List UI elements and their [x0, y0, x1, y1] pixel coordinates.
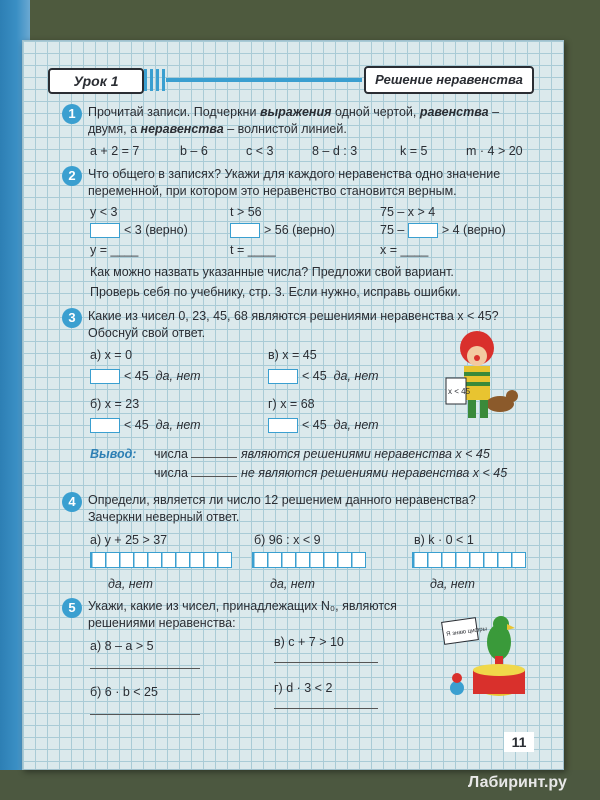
task-number: 5 — [62, 598, 82, 618]
task2-line2: переменной, при котором это неравенство становится верным. — [88, 184, 457, 198]
task1-line2: двумя, а неравенства – волнистой линией. — [88, 122, 347, 136]
expression-item[interactable]: m · 4 > 20 — [466, 144, 523, 158]
expression-item[interactable]: k = 5 — [400, 144, 428, 158]
answer-y[interactable]: y = ____ — [90, 243, 139, 257]
task4-b: б) 96 : x < 9 — [254, 533, 321, 547]
fill-x: 75 – > 4 (верно) — [380, 223, 506, 237]
inequality-x: 75 – x > 4 — [380, 205, 436, 219]
answer-box[interactable] — [408, 223, 438, 238]
case-g-label: г) x = 68 — [268, 397, 315, 411]
task3-line1: Какие из чисел 0, 23, 45, 68 являются решениями неравенства x < 45? — [88, 309, 499, 323]
expression-item[interactable]: b – 6 — [180, 144, 208, 158]
answer-cells[interactable] — [412, 552, 526, 568]
expression-item[interactable]: c < 3 — [246, 144, 274, 158]
answer-line[interactable] — [274, 662, 378, 663]
case-a-label: а) x = 0 — [90, 348, 133, 362]
task4-a: а) y + 25 > 37 — [90, 533, 168, 547]
task5-g: г) d · 3 < 2 — [274, 681, 333, 695]
answer-cells[interactable] — [252, 552, 366, 568]
answer-t[interactable]: t = ____ — [230, 243, 276, 257]
inequality-t: t > 56 — [230, 205, 262, 219]
task-number: 2 — [62, 166, 82, 186]
conclusion-label: Вывод: — [90, 447, 137, 461]
answer-line[interactable] — [90, 668, 200, 669]
answer-box[interactable] — [90, 418, 120, 433]
clown-sign-text: x < 45 — [448, 387, 471, 396]
answer-line[interactable] — [274, 708, 378, 709]
page-number: 11 — [504, 732, 534, 752]
yes-no-choice[interactable]: да, нет — [430, 577, 475, 591]
task-number: 1 — [62, 104, 82, 124]
fill-t: > 56 (верно) — [230, 222, 335, 238]
task4-line2: Зачеркни неверный ответ. — [88, 510, 240, 524]
task5-v: в) c + 7 > 10 — [274, 635, 344, 649]
case-a-fill: < 45 да, нет — [90, 368, 201, 384]
task5-b: б) 6 · b < 25 — [90, 685, 158, 699]
fill-y: < 3 (верно) — [90, 222, 188, 238]
task-number: 4 — [62, 492, 82, 512]
answer-x[interactable]: x = ____ — [380, 243, 429, 257]
yes-no-choice[interactable]: да, нет — [270, 577, 315, 591]
task2-line1: Что общего в записях? Укажи для каждого неравенства одно значение — [88, 167, 501, 181]
case-b-label: б) x = 23 — [90, 397, 140, 411]
task2-check: Проверь себя по учебнику, стр. 3. Если нужно, исправь ошибки. — [90, 285, 461, 299]
answer-cells[interactable] — [90, 552, 232, 568]
answer-line[interactable] — [90, 714, 200, 715]
conclusion-line1: числа являются решениями неравенства x < 45 — [154, 447, 490, 461]
topic-label: Решение неравенства — [364, 66, 534, 94]
answer-box[interactable] — [90, 369, 120, 384]
header-stripes — [144, 69, 166, 91]
task2-question: Как можно назвать указанные числа? Предложи свой вариант. — [90, 265, 454, 279]
lesson-label: Урок 1 — [48, 68, 144, 94]
conclusion-line2: числа не являются решениями неравенства x < 45 — [154, 466, 508, 480]
answer-box[interactable] — [90, 223, 120, 238]
case-v-fill: < 45 да, нет — [268, 368, 379, 384]
yes-no-choice[interactable]: да, нет — [155, 418, 201, 432]
parrot-sign-text: Я знаю цифры — [445, 626, 488, 638]
task5-line1: Укажи, какие из чисел, принадлежащих N₀, являются — [88, 599, 397, 613]
answer-box[interactable] — [268, 369, 298, 384]
header-line — [166, 78, 362, 82]
parrot-illustration — [437, 608, 529, 700]
task5-a: а) 8 – a > 5 — [90, 639, 154, 653]
task-number: 3 — [62, 308, 82, 328]
conclusion-blank[interactable] — [191, 457, 237, 458]
watermark: Лабиринт.ру — [468, 774, 567, 791]
yes-no-choice[interactable]: да, нет — [333, 418, 379, 432]
expression-item[interactable]: a + 2 = 7 — [90, 144, 140, 158]
expression-item[interactable]: 8 – d : 3 — [312, 144, 358, 158]
task5-line2: решениями неравенства: — [88, 616, 236, 630]
conclusion-blank[interactable] — [191, 476, 237, 477]
task4-v: в) k · 0 < 1 — [414, 533, 474, 547]
task1-line1: Прочитай записи. Подчеркни выражения одной чертой, равенства – — [88, 105, 500, 119]
case-g-fill: < 45 да, нет — [268, 417, 379, 433]
clown-illustration — [432, 330, 522, 422]
case-b-fill: < 45 да, нет — [90, 417, 201, 433]
yes-no-choice[interactable]: да, нет — [108, 577, 153, 591]
task4-line1: Определи, является ли число 12 решением данного неравенства? — [88, 493, 476, 507]
inequality-y: y < 3 — [90, 205, 118, 219]
task3-line2: Обоснуй свой ответ. — [88, 326, 206, 340]
answer-box[interactable] — [268, 418, 298, 433]
yes-no-choice[interactable]: да, нет — [333, 369, 379, 383]
yes-no-choice[interactable]: да, нет — [155, 369, 201, 383]
answer-box[interactable] — [230, 223, 260, 238]
case-v-label: в) x = 45 — [268, 348, 317, 362]
